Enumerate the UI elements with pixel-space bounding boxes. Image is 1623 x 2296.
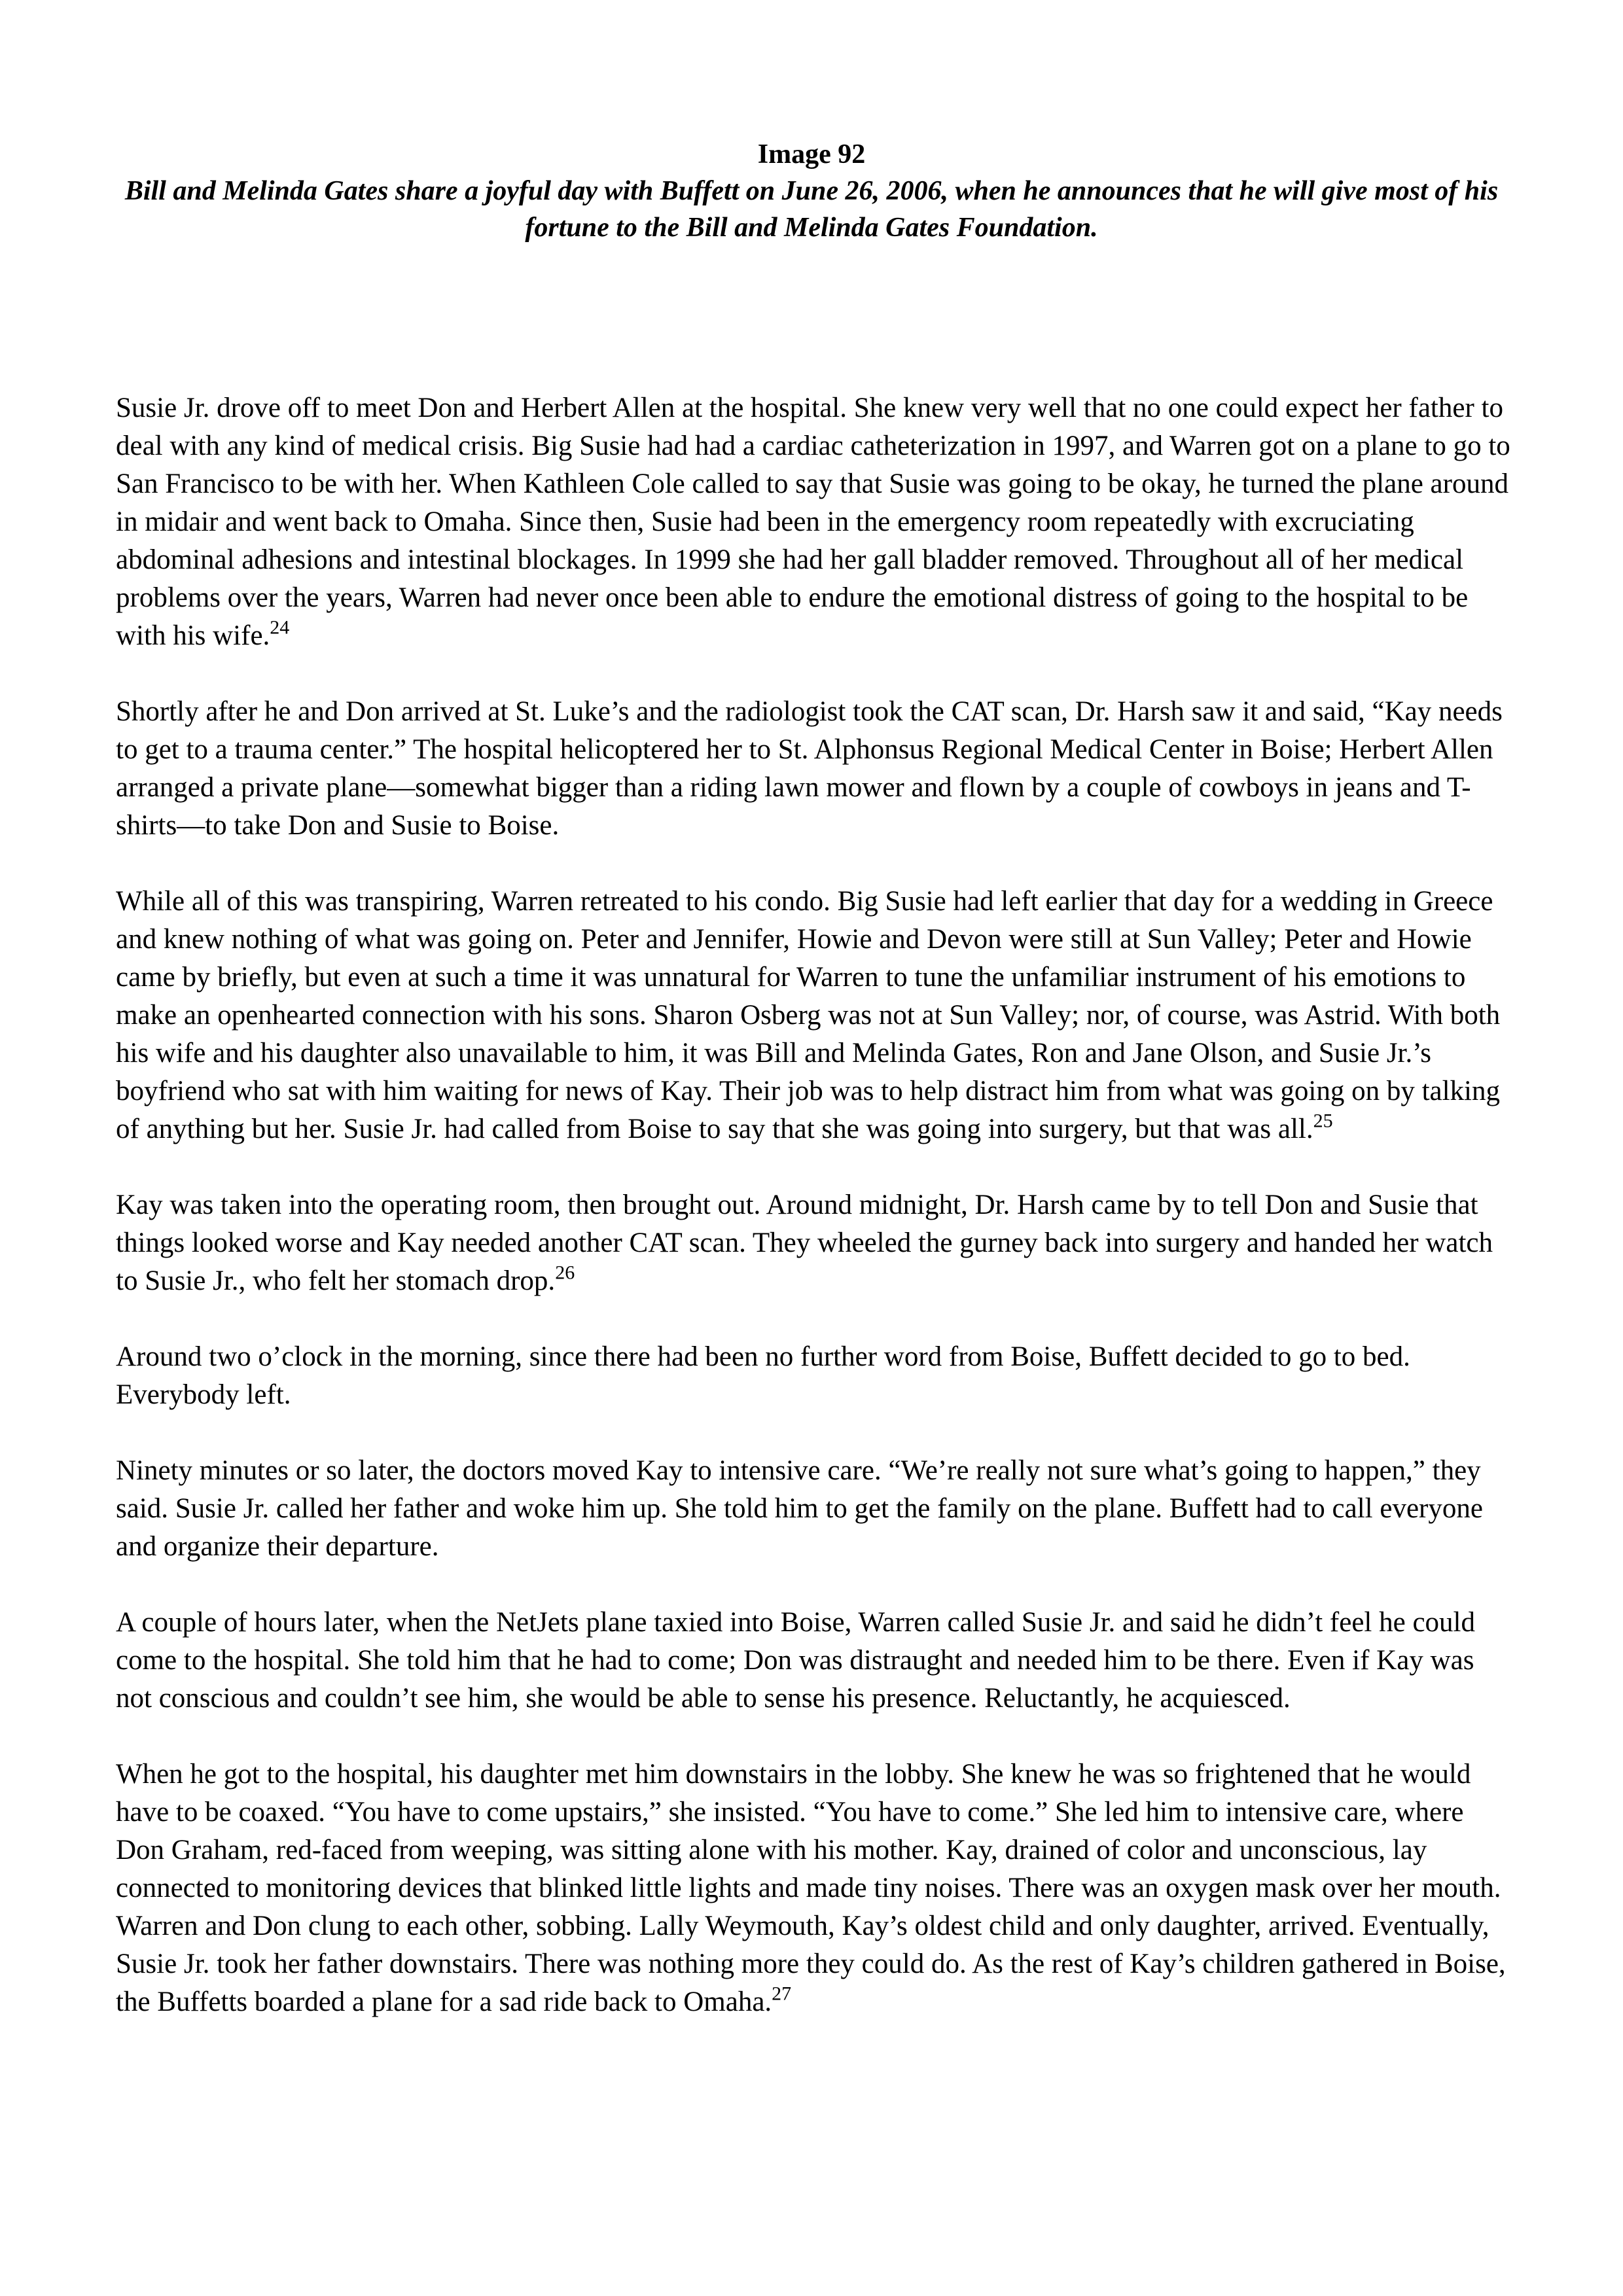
caption-title: Image 92 — [757, 139, 866, 169]
paragraph — [116, 1452, 1516, 1566]
paragraph — [116, 883, 1516, 1148]
footnote-marker: 24 — [270, 616, 290, 639]
footnote-marker: 27 — [772, 1983, 792, 2005]
paragraph-text: Shortly after he and Don arrived at St. Luke’s and the radiologist took the CAT scan, Dr. Harsh saw it and said, “Kay needs to get to a trauma center.” The hospital helicoptered her to St. Alphonsus Regional Medical Center in Boise; Herbert Allen arranged a private plane—somewhat bigger than a riding lawn mower and flown by a couple of cowboys in jeans and T-shirts—to take Don and Susie to Boise. — [116, 696, 1503, 841]
paragraph-text: Susie Jr. drove off to meet Don and Herbert Allen at the hospital. She knew very well that no one could expect her father to deal with any kind of medical crisis. Big Susie had had a cardiac catheterization in 1997, and Warren got on a plane to go to San Francisco to be with her. When Kathleen Cole called to say that Susie was going to be okay, he turned the plane around in midair and went back to Omaha. Since then, Susie had been in the emergency room repeatedly with excruciating abdominal adhesions and intestinal blockages. In 1999 she had her gall bladder removed. Throughout all of her medical problems over the years, Warren had never once been able to endure the emotional distress of going to the hospital to be with his wife. — [116, 393, 1510, 651]
paragraph — [116, 1338, 1516, 1414]
paragraph — [116, 1604, 1516, 1718]
paragraph-text: When he got to the hospital, his daughter met him downstairs in the lobby. She knew he was so frightened that he would have to be coaxed. “You have to come upstairs,” she insisted. “You have to come.” She led him to intensive care, where Don Graham, red-faced from weeping, was sitting alone with his mother. Kay, drained of color and unconscious, lay connected to monitoring devices that blinked little lights and made tiny noises. There was an oxygen mask over her mouth. Warren and Don clung to each other, sobbing. Lally Weymouth, Kay’s oldest child and only daughter, arrived. Eventually, Susie Jr. took her father downstairs. There was nothing more they could do. As the rest of Kay’s children gathered in Boise, the Buffetts boarded a plane for a sad ride back to Omaha. — [116, 1759, 1506, 2017]
paragraph — [116, 1186, 1516, 1300]
image-caption — [118, 136, 1505, 246]
footnote-marker: 26 — [555, 1262, 575, 1284]
paragraph-text: Ninety minutes or so later, the doctors moved Kay to intensive care. “We’re really not sure what’s going to happen,” they said. Susie Jr. called her father and woke him up. She told him to get the family on the plane. Buffett had to call everyone and organize their departure. — [116, 1455, 1483, 1562]
paragraph-text: A couple of hours later, when the NetJets plane taxied into Boise, Warren called Susie Jr. and said he didn’t feel he could come to the hospital. She told him that he had to come; Don was distraught and needed him to be there. Even if Kay was not conscious and couldn’t see him, she would be able to sense his presence. Reluctantly, he acquiesced. — [116, 1607, 1475, 1714]
caption-text: Bill and Melinda Gates share a joyful day with Buffett on June 26, 2006, when he announces that he will give most of his fortune to the Bill and Melinda Gates Foundation. — [124, 176, 1499, 243]
paragraph-text: Kay was taken into the operating room, then brought out. Around midnight, Dr. Harsh came by to tell Don and Susie that things looked worse and Kay needed another CAT scan. They wheeled the gurney back into surgery and handed her watch to Susie Jr., who felt her stomach drop. — [116, 1190, 1493, 1296]
paragraph-text: Around two o’clock in the morning, since there had been no further word from Boise, Buffett decided to go to bed. Everybody left. — [116, 1341, 1410, 1410]
paragraph — [116, 693, 1516, 845]
paragraph — [116, 389, 1516, 655]
paragraph — [116, 1756, 1516, 2021]
footnote-marker: 25 — [1313, 1110, 1333, 1132]
paragraph-text: While all of this was transpiring, Warren retreated to his condo. Big Susie had left earlier that day for a wedding in Greece and knew nothing of what was going on. Peter and Jennifer, Howie and Devon were still at Sun Valley; Peter and Howie came by briefly, but even at such a time it was unnatural for Warren to tune the unfamiliar instrument of his emotions to make an openhearted connection with his sons. Sharon Osberg was not at Sun Valley; nor, of course, was Astrid. With both his wife and his daughter also unavailable to him, it was Bill and Melinda Gates, Ron and Jane Olson, and Susie Jr.’s boyfriend who sat with him waiting for news of Kay. Their job was to help distract him from what was going on by talking of anything but her. Susie Jr. had called from Boise to say that she was going into surgery, but that was all. — [116, 886, 1501, 1144]
body-text — [116, 389, 1516, 2059]
